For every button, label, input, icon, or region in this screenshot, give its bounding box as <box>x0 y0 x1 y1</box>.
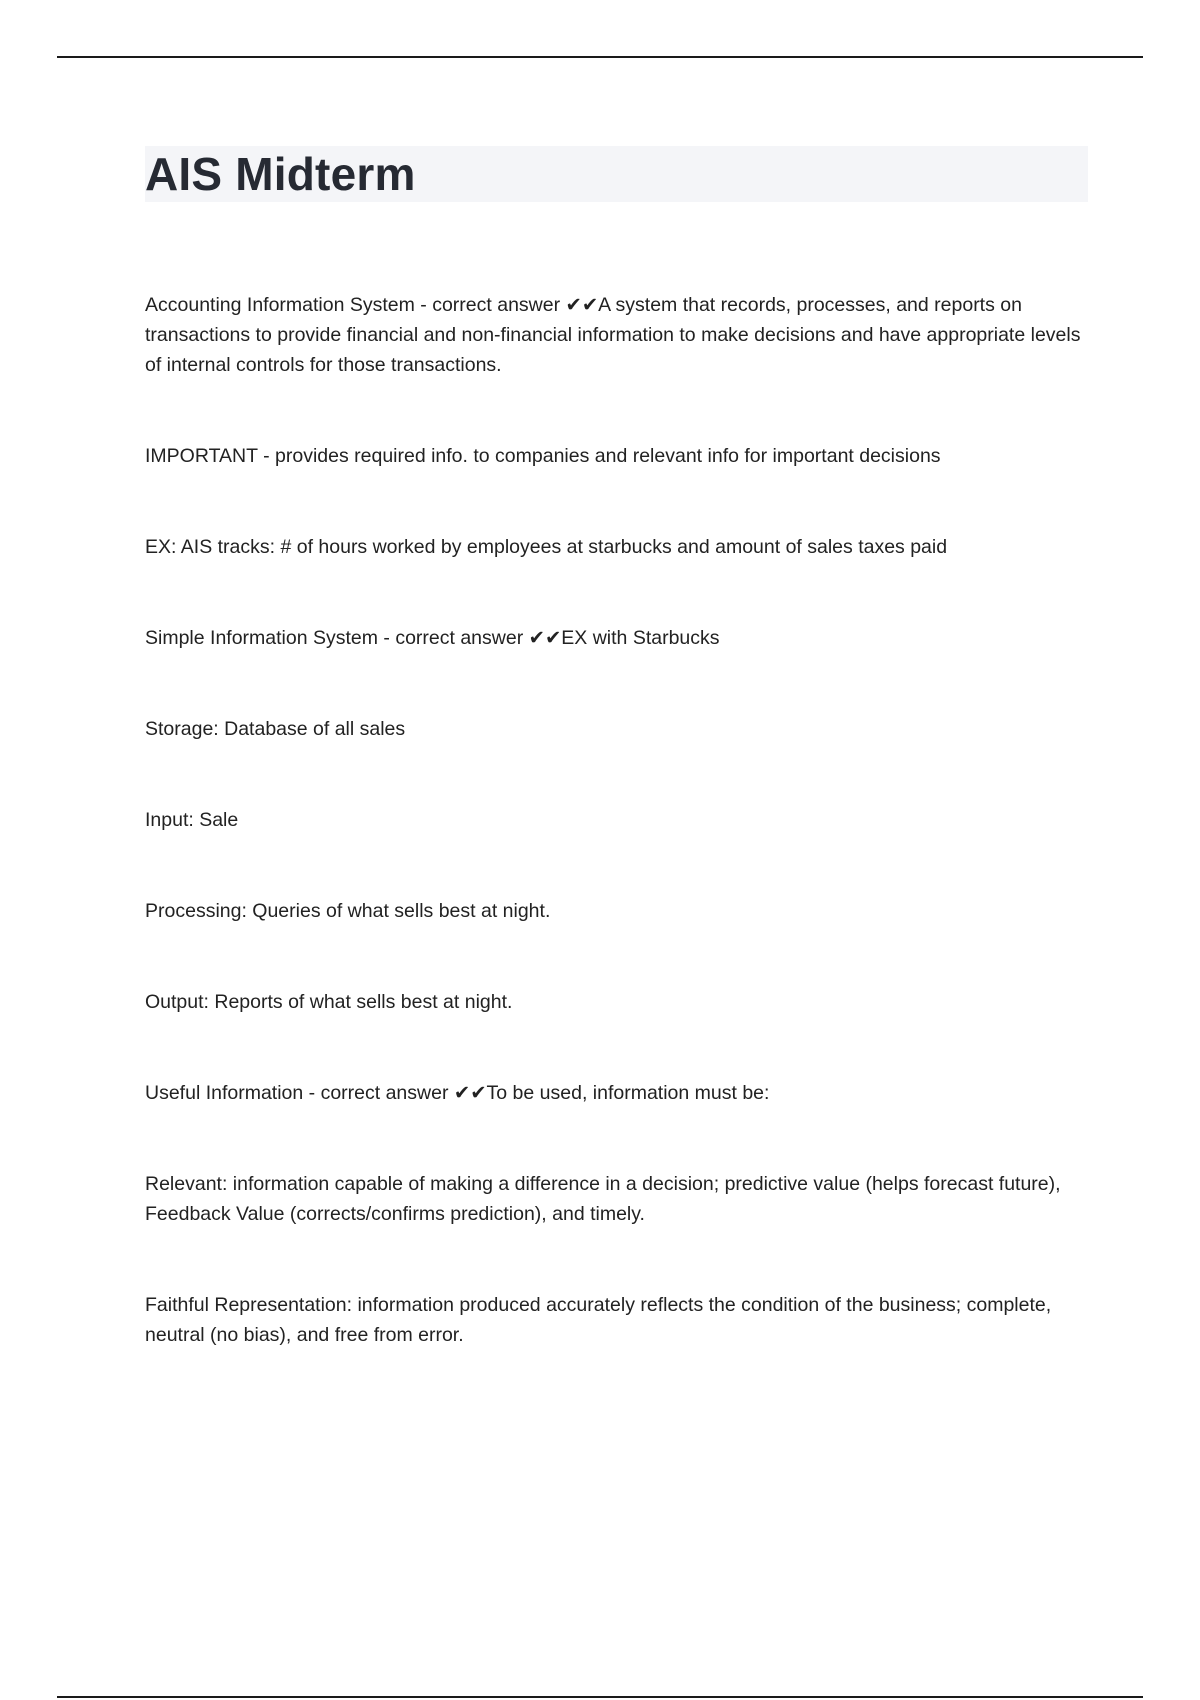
paragraph-output: Output: Reports of what sells best at night. <box>145 991 513 1013</box>
paragraph-input: Input: Sale <box>145 809 239 831</box>
paragraph-simple-is: Simple Information System - correct answer ✔✔EX with Starbucks <box>145 627 720 649</box>
paragraph-faithful: Faithful Representation: information produced accurately reflects the condition of the business; complete, neutral (no bias), and free from error. <box>145 1294 1052 1346</box>
paragraph-storage: Storage: Database of all sales <box>145 718 406 740</box>
paragraph-relevant: Relevant: information capable of making a difference in a decision; predictive value (helps forecast future), Feedback Value (corrects/confirms prediction), and timely. <box>145 1173 1061 1225</box>
bottom-divider <box>57 1696 1143 1698</box>
paragraph-example: EX: AIS tracks: # of hours worked by employees at starbucks and amount of sales taxes paid <box>145 536 948 558</box>
document-body <box>145 290 1085 1411</box>
paragraph-processing: Processing: Queries of what sells best at night. <box>145 900 551 922</box>
paragraph-important: IMPORTANT - provides required info. to companies and relevant info for important decisions <box>145 445 941 467</box>
top-divider <box>57 56 1143 58</box>
page-title: AIS Midterm <box>145 148 416 200</box>
paragraph-ais-definition: Accounting Information System - correct answer ✔✔A system that records, processes, and reports on transactions to provide financial and non-financial information to make decisions and have appropriate levels of internal controls for those transactions. <box>145 294 1081 376</box>
paragraph-useful-info: Useful Information - correct answer ✔✔To be used, information must be: <box>145 1082 770 1104</box>
